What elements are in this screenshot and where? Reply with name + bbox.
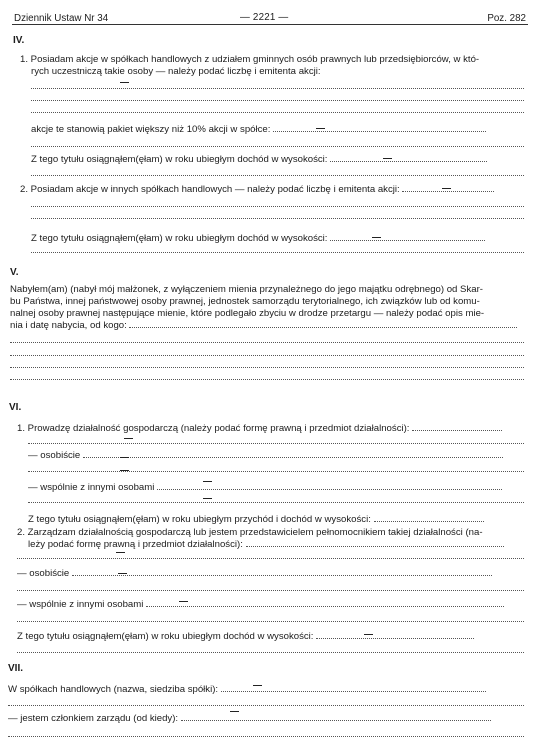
answer-line[interactable] [221, 691, 486, 692]
answer-line[interactable] [129, 327, 517, 328]
section-iv-item1-dochod [31, 155, 487, 165]
answer-line[interactable] [17, 558, 524, 559]
answer-line[interactable] [28, 443, 524, 444]
answer-line[interactable] [17, 621, 524, 622]
answer-line[interactable] [31, 100, 524, 101]
section-vi-item2-line1: 2. Zarządzam działalnością gospodarczą lub jestem przedstawicielem pełnomocnikiem takiej działalności (na- [17, 527, 483, 538]
answer-line[interactable] [17, 590, 524, 591]
answer-line[interactable] [181, 720, 491, 721]
section-v-line1: Nabyłem(am) (nabył mój małżonek, z wyłączeniem mienia przynależnego do jego majątku odrębnego) od Skar- [10, 284, 483, 295]
answer-line[interactable] [31, 112, 524, 113]
page-number: — 2221 — [240, 12, 289, 23]
pakiet-label: akcje te stanowią pakiet większy niż 10% akcji w spółce: [31, 124, 271, 135]
section-iv-heading: IV. [13, 35, 25, 46]
pen-mark [203, 498, 212, 499]
section-iv-item1-text-line1: 1. Posiadam akcje w spółkach handlowych z udziałem gminnych osób prawnych lub przedsiębiorców, w któ- [20, 54, 480, 65]
answer-line[interactable] [10, 355, 524, 356]
item2-label: leży podać formę prawną i przedmiot działalności): [28, 539, 243, 550]
section-iv-item1-pakiet [31, 125, 486, 135]
section-vi-item1 [17, 424, 502, 434]
answer-line[interactable] [146, 606, 504, 607]
pen-mark [364, 634, 373, 635]
dochod-label: Z tego tytułu osiągnąłem(ęłam) w roku ubiegłym dochód w wysokości: [31, 233, 328, 244]
pen-mark [120, 82, 129, 83]
section-iv-item2 [20, 185, 494, 195]
answer-line[interactable] [10, 342, 524, 343]
pen-mark [383, 158, 392, 159]
answer-line[interactable] [330, 161, 487, 162]
answer-line[interactable] [157, 489, 502, 490]
zarzad-label: — jestem członkiem zarządu (od kiedy): [8, 713, 179, 724]
spolki-label: W spółkach handlowych (nazwa, siedziba spółki): [8, 684, 219, 695]
answer-line[interactable] [402, 191, 494, 192]
section-iv-item1-text-line2: rych uczestniczą takie osoby — należy podać liczbę i emitenta akcji: [31, 66, 321, 77]
wspolnie-label: — wspólnie z innymi osobami [28, 482, 155, 493]
dochod-label: Z tego tytułu osiągnąłem(ęłam) w roku ubiegłym dochód w wysokości: [17, 631, 314, 642]
pen-mark [203, 481, 212, 482]
answer-line[interactable] [10, 379, 524, 380]
pen-mark [120, 457, 129, 458]
osobiscie-label: — osobiście [28, 450, 81, 461]
answer-line[interactable] [28, 471, 524, 472]
section-vi-wspolnie2 [17, 600, 504, 610]
pen-mark [253, 685, 262, 686]
answer-line[interactable] [83, 457, 503, 458]
pen-mark [116, 552, 125, 553]
answer-line[interactable] [8, 736, 524, 737]
section-vi-item2-line2 [28, 540, 504, 550]
section-iv-item2-dochod [31, 234, 485, 244]
section-v-line4 [10, 321, 517, 331]
section-vi-item2-dochod [17, 632, 474, 642]
pen-mark [120, 470, 129, 471]
answer-line[interactable] [374, 521, 484, 522]
answer-line[interactable] [273, 131, 486, 132]
item1-label: 1. Prowadzę działalność gospodarczą (należy podać formę prawną i przedmiot działalności): [17, 423, 410, 434]
osobiscie-label: — osobiście [17, 568, 70, 579]
pen-mark [372, 237, 381, 238]
answer-line[interactable] [10, 367, 524, 368]
position-number: Poz. 282 [487, 13, 526, 24]
section-vi-heading: VI. [9, 402, 22, 413]
pen-mark [118, 573, 127, 574]
answer-line[interactable] [8, 705, 524, 706]
answer-line[interactable] [31, 218, 524, 219]
section-vi-osobiscie1 [28, 451, 503, 461]
section-vii-heading: VII. [8, 663, 24, 674]
answer-line[interactable] [31, 206, 524, 207]
wspolnie-label: — wspólnie z innymi osobami [17, 599, 144, 610]
answer-line[interactable] [412, 430, 502, 431]
section-v-line3: nalnej osoby prawnej następujące mienie, które podlegało zbyciu w drodze przetargu — należy podać opis mie- [10, 308, 485, 319]
answer-line[interactable] [316, 638, 474, 639]
pen-mark [124, 438, 133, 439]
answer-line[interactable] [17, 652, 524, 653]
answer-line[interactable] [72, 575, 492, 576]
answer-line[interactable] [330, 240, 485, 241]
answer-line[interactable] [28, 502, 524, 503]
answer-line[interactable] [246, 546, 504, 547]
dochod-label: Z tego tytułu osiągnąłem(ęłam) w roku ubiegłym przychód i dochód w wysokości: [28, 514, 371, 525]
dochod-label: Z tego tytułu osiągnąłem(ęłam) w roku ubiegłym dochód w wysokości: [31, 154, 328, 165]
section-v-line2: bu Państwa, innej państwowej osoby prawnej, jednostek samorządu terytorialnego, ich związków lub od komu- [10, 296, 480, 307]
section-v-prompt: nia i datę nabycia, od kogo: [10, 320, 127, 331]
item2-label: 2. Posiadam akcje w innych spółkach handlowych — należy podać liczbę i emitenta akcji: [20, 184, 400, 195]
answer-line[interactable] [31, 88, 524, 89]
section-vii-line2 [8, 714, 491, 724]
pen-mark [179, 601, 188, 602]
pen-mark [230, 711, 239, 712]
section-vi-wspolnie1 [28, 483, 502, 493]
journal-title: Dziennik Ustaw Nr 34 [14, 13, 109, 24]
section-vi-item1-dochod [28, 515, 484, 525]
answer-line[interactable] [31, 252, 524, 253]
answer-line[interactable] [31, 175, 524, 176]
pen-mark [442, 188, 451, 189]
pen-mark [316, 128, 325, 129]
section-vii-line1 [8, 685, 486, 695]
answer-line[interactable] [31, 146, 524, 147]
section-v-heading: V. [10, 267, 19, 278]
section-vi-osobiscie2 [17, 569, 492, 579]
header-rule [12, 24, 528, 25]
